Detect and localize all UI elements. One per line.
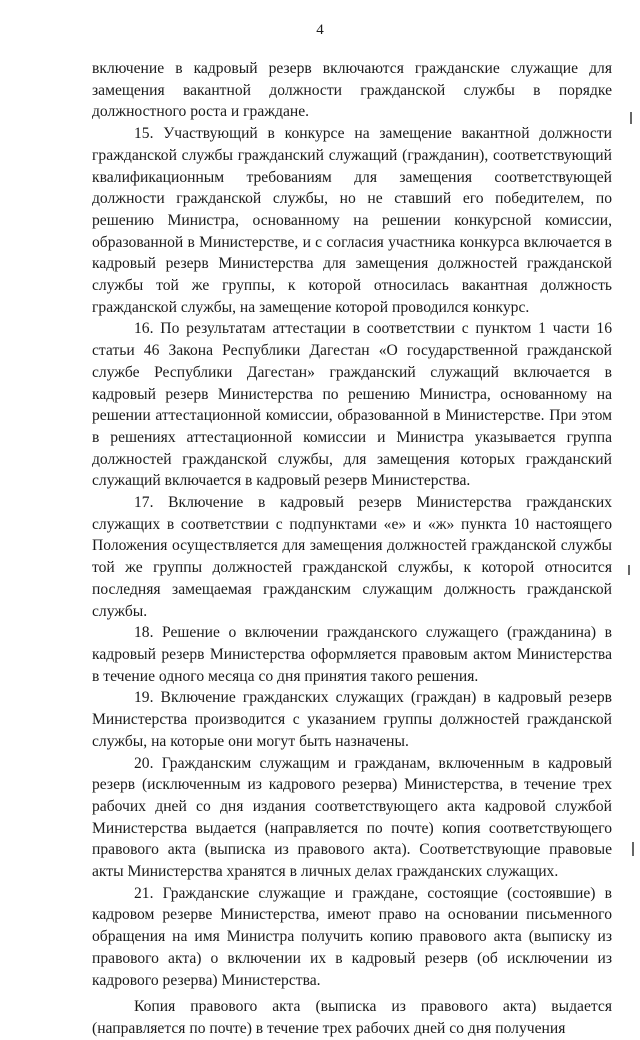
paragraph-continuation: включение в кадровый резерв включаются гражданские служащие для замещения вакантной должности гражданской службы в порядке должностного роста и граждане. <box>92 60 612 121</box>
paragraph-15: 15. Участвующий в конкурсе на замещение вакантной должности гражданской службы гражданский служащий (гражданин), соответствующий квалификационным требованиям для замещения соответствующей должности гражданской службы, но не ставший его победителем, по решению Министра, основанному на решении конкурсной комиссии, образованной в Министерстве, и с согласия участника конкурса включается в кадровый резерв Министерства для замещения должностей гражданской службы той же группы, к которой относилась вакантная должность гражданской службы, на замещение которой проводился конкурс. <box>92 125 612 316</box>
paragraph-17: 17. Включение в кадровый резерв Министерства гражданских служащих в соответствии с подпунктами «е» и «ж» пункта 10 настоящего Положения осуществляется для замещения должностей гражданской службы той же группы должностей гражданской службы, к которой относится последняя замещаемая гражданским служащим должность гражданской службы. <box>92 494 612 620</box>
paragraph-16: 16. По результатам аттестации в соответствии с пунктом 1 части 16 статьи 46 Закона Республики Дагестан «О государственной гражданской службе Республики Дагестан» гражданский служащий включается в кадровый резерв Министерства по решению Министра, основанному на решении аттестационной комиссии, образованной в Министерстве. При этом в решениях аттестационной комиссии и Министра указывается группа должностей гражданской службы, для замещения которых гражданский служащий включается в кадровый резерв Министерства. <box>92 320 612 490</box>
paragraph-20: 20. Гражданским служащим и гражданам, включенным в кадровый резерв (исключенным из кадрового резерва) Министерства, в течение трех рабочих дней со дня издания соответствующего акта кадровой службой Министерства выдается (направляется по почте) копия соответствующего правового акта (выписка из правового акта). Соответствующие правовые акты Министерства хранятся в личных делах гражданских служащих. <box>92 754 612 881</box>
paragraph-21: 21. Гражданские служащие и граждане, состоящие (состоявшие) в кадровом резерве Министерства, имеют право на основании письменного обращения на имя Министра получить копию правового акта (выписку из правового акта) о включении их в кадровый резерв (об исключении из кадрового резерва) Министерства. <box>92 884 612 989</box>
page-number: 4 <box>316 22 324 38</box>
document-body <box>92 58 612 1040</box>
scan-mark <box>632 842 634 856</box>
scan-mark <box>630 112 632 124</box>
paragraph-19: 19. Включение гражданских служащих (граждан) в кадровый резерв Министерства производится с указанием группы должностей гражданской службы, на которые они могут быть назначены. <box>92 689 612 750</box>
paragraph-18: 18. Решение о включении гражданского служащего (гражданина) в кадровый резерв Министерства оформляется правовым актом Министерства в течение одного месяца со дня принятия такого решения. <box>92 624 612 685</box>
paragraph-copy-note: Копия правового акта (выписка из правового акта) выдается (направляется по почте) в течение трех рабочих дней со дня получения <box>92 998 612 1037</box>
scan-mark <box>628 565 630 575</box>
